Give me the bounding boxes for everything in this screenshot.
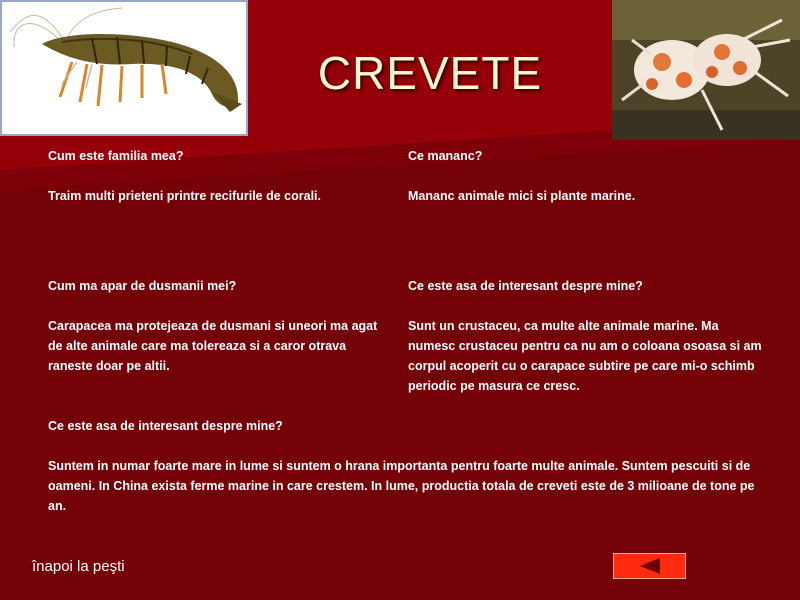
section-answer: Mananc animale mici si plante marine. — [408, 189, 636, 203]
section-answer: Traim multi prieteni printre recifurile de corali. — [48, 189, 321, 203]
section-food — [408, 146, 768, 206]
previous-slide-button[interactable] — [613, 553, 686, 579]
left-arrow-icon — [614, 554, 685, 578]
section-question: Ce mananc? — [408, 149, 483, 163]
section-interesting-crustacean — [408, 276, 768, 396]
section-interesting-numbers — [48, 416, 763, 516]
section-answer: Sunt un crustaceu, ca multe alte animale marine. Ma numesc crustaceu pentru ca nu am o coloana osoasa si am corpul acoperit cu o carapace subtire pe care mi-o schimb periodic pe masura ce cresc. — [408, 319, 762, 393]
section-question: Ce este asa de interesant despre mine? — [408, 279, 643, 293]
section-question: Cum este familia mea? — [48, 149, 184, 163]
slide-title: CREVETE — [317, 47, 543, 99]
section-answer: Carapacea ma protejeaza de dusmani si uneori ma agat de alte animale care ma tolereaza si a caror otrava raneste doar pe altii. — [48, 319, 378, 373]
section-answer: Suntem in numar foarte mare in lume si suntem o hrana importanta pentru foarte multe animale. Suntem pescuiti si de oameni. In China exista ferme marine in care crestem. In lume, productia totala de creveti este de 3 milioane de tone pe an. — [48, 459, 755, 513]
harlequin-shrimp-photo — [612, 0, 800, 140]
section-question: Ce este asa de interesant despre mine? — [48, 419, 283, 433]
section-defense — [48, 276, 393, 376]
back-to-fish-link[interactable]: înapoi la peşti — [32, 558, 125, 575]
section-question: Cum ma apar de dusmanii mei? — [48, 279, 237, 293]
section-family — [48, 146, 388, 206]
shrimp-photo — [0, 0, 248, 136]
